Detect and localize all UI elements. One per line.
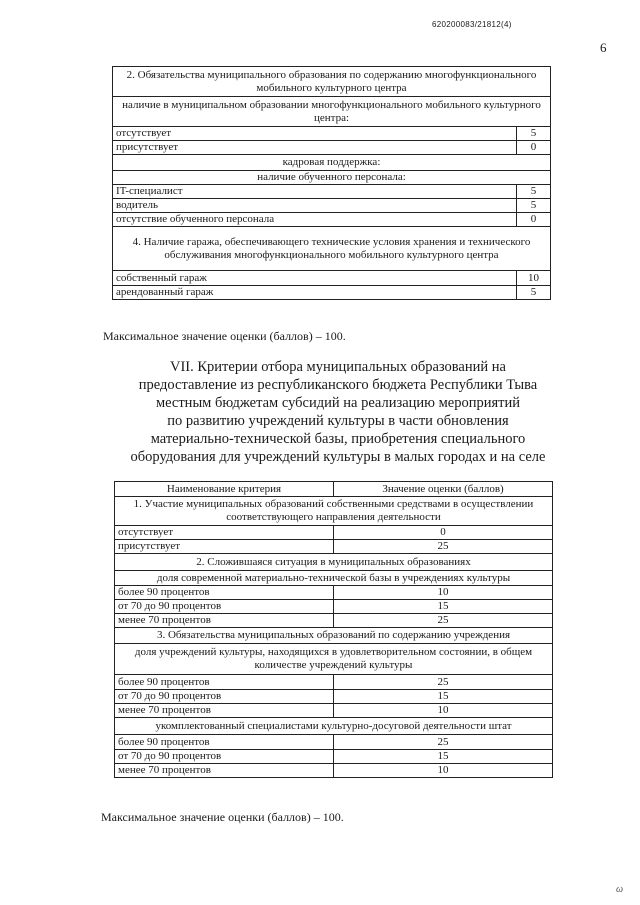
section-header-row (115, 571, 553, 586)
section-header-cell: доля учреждений культуры, находящихся в удовлетворительном состоянии, в общем количестве учреждений культуры (115, 644, 553, 675)
score-value: 10 (517, 271, 551, 286)
score-value: 10 (334, 586, 553, 600)
section-header-cell: кадровая поддержка: (113, 155, 551, 171)
section-title-line: предоставление из республиканского бюджета Республики Тыва (138, 377, 538, 393)
table-row (113, 141, 551, 155)
score-value: 5 (517, 199, 551, 213)
section-title-line: по развитию учреждений культуры в части обновления (167, 413, 509, 429)
section-title-line: местным бюджетам субсидий на реализацию мероприятий (155, 395, 521, 411)
section-header-cell: 4. Наличие гаража, обеспечивающего технические условия хранения и технического обслуживания многофункционального мобильного культурного центра (113, 227, 551, 271)
section-header-row (115, 497, 553, 526)
section-header-row (115, 554, 553, 571)
criterion-label: менее 70 процентов (115, 704, 334, 718)
criterion-label: менее 70 процентов (115, 614, 334, 628)
score-value: 5 (517, 185, 551, 199)
score-value: 0 (517, 213, 551, 227)
section-header-row (113, 67, 551, 97)
section-header-cell: 3. Обязательства муниципальных образований по содержанию учреждения (115, 628, 553, 644)
table-row (115, 764, 553, 778)
criterion-label: менее 70 процентов (115, 764, 334, 778)
criterion-label: арендованный гараж (113, 286, 517, 300)
section-header-row (115, 644, 553, 675)
table-row (115, 526, 553, 540)
score-value: 10 (334, 764, 553, 778)
table-row (113, 199, 551, 213)
criterion-label: отсутствие обученного персонала (113, 213, 517, 227)
criterion-label: собственный гараж (113, 271, 517, 286)
score-value: 25 (334, 540, 553, 554)
score-value: 25 (334, 614, 553, 628)
score-value: 15 (334, 690, 553, 704)
score-value: 10 (334, 704, 553, 718)
table-header-row (115, 482, 553, 497)
section-header-cell: наличие обученного персонала: (113, 171, 551, 185)
section-header-cell: наличие в муниципальном образовании многофункционального мобильного культурного центра: (113, 97, 551, 127)
criterion-label: IT-специалист (113, 185, 517, 199)
table-row (115, 750, 553, 764)
score-value: 15 (334, 750, 553, 764)
table-row (115, 614, 553, 628)
criterion-label: водитель (113, 199, 517, 213)
score-value: 5 (517, 286, 551, 300)
criteria-table-1 (112, 66, 551, 300)
table-row (113, 213, 551, 227)
table-row (115, 586, 553, 600)
corner-mark: ω (616, 884, 624, 895)
section-header-row (113, 171, 551, 185)
column-header-score: Значение оценки (баллов) (334, 482, 553, 497)
section-header-cell: 2. Сложившаяся ситуация в муниципальных образованиях (115, 554, 553, 571)
section-header-row (115, 628, 553, 644)
table-row (113, 127, 551, 141)
score-value: 15 (334, 600, 553, 614)
section-header-row (113, 155, 551, 171)
table-row (115, 704, 553, 718)
criterion-label: от 70 до 90 процентов (115, 750, 334, 764)
table-row (115, 675, 553, 690)
table-row (115, 540, 553, 554)
criterion-label: более 90 процентов (115, 735, 334, 750)
criterion-label: более 90 процентов (115, 586, 334, 600)
page-number: 6 (600, 40, 607, 55)
section-header-row (113, 97, 551, 127)
section-header-row (115, 718, 553, 735)
table-row (115, 600, 553, 614)
section-header-cell: доля современной материально-технической базы в учреждениях культуры (115, 571, 553, 586)
section-header-cell: 1. Участие муниципальных образований собственными средствами в осуществлении соответствующего направления деятельности (115, 497, 553, 526)
section-title-line: материально-технической базы, приобретения специального (150, 431, 526, 447)
max-score-note-1: Максимальное значение оценки (баллов) – 100. (103, 329, 346, 343)
criterion-label: от 70 до 90 процентов (115, 600, 334, 614)
column-header-criterion: Наименование критерия (115, 482, 334, 497)
table-row (113, 286, 551, 300)
table-row (113, 271, 551, 286)
criteria-table-2 (114, 481, 553, 778)
criterion-label: отсутствует (113, 127, 517, 141)
section-title-line: оборудования для учреждений культуры в малых городах и на селе (130, 449, 546, 465)
score-value: 25 (334, 735, 553, 750)
criterion-label: присутствует (113, 141, 517, 155)
score-value: 25 (334, 675, 553, 690)
table-row (113, 185, 551, 199)
score-value: 0 (334, 526, 553, 540)
section-title-line: VII. Критерии отбора муниципальных образований на (170, 359, 506, 375)
criterion-label: отсутствует (115, 526, 334, 540)
section-vii-title (90, 358, 586, 466)
document-number: 620200083/21812(4) (432, 20, 512, 29)
section-header-cell: 2. Обязательства муниципального образования по содержанию многофункционального мобильного культурного центра (113, 67, 551, 97)
section-header-cell: укомплектованный специалистами культурно-досуговой деятельности штат (115, 718, 553, 735)
criterion-label: от 70 до 90 процентов (115, 690, 334, 704)
section-header-row (113, 227, 551, 271)
score-value: 0 (517, 141, 551, 155)
table-row (115, 735, 553, 750)
criterion-label: более 90 процентов (115, 675, 334, 690)
table-row (115, 690, 553, 704)
criterion-label: присутствует (115, 540, 334, 554)
max-score-note-2: Максимальное значение оценки (баллов) – 100. (101, 810, 344, 824)
score-value: 5 (517, 127, 551, 141)
